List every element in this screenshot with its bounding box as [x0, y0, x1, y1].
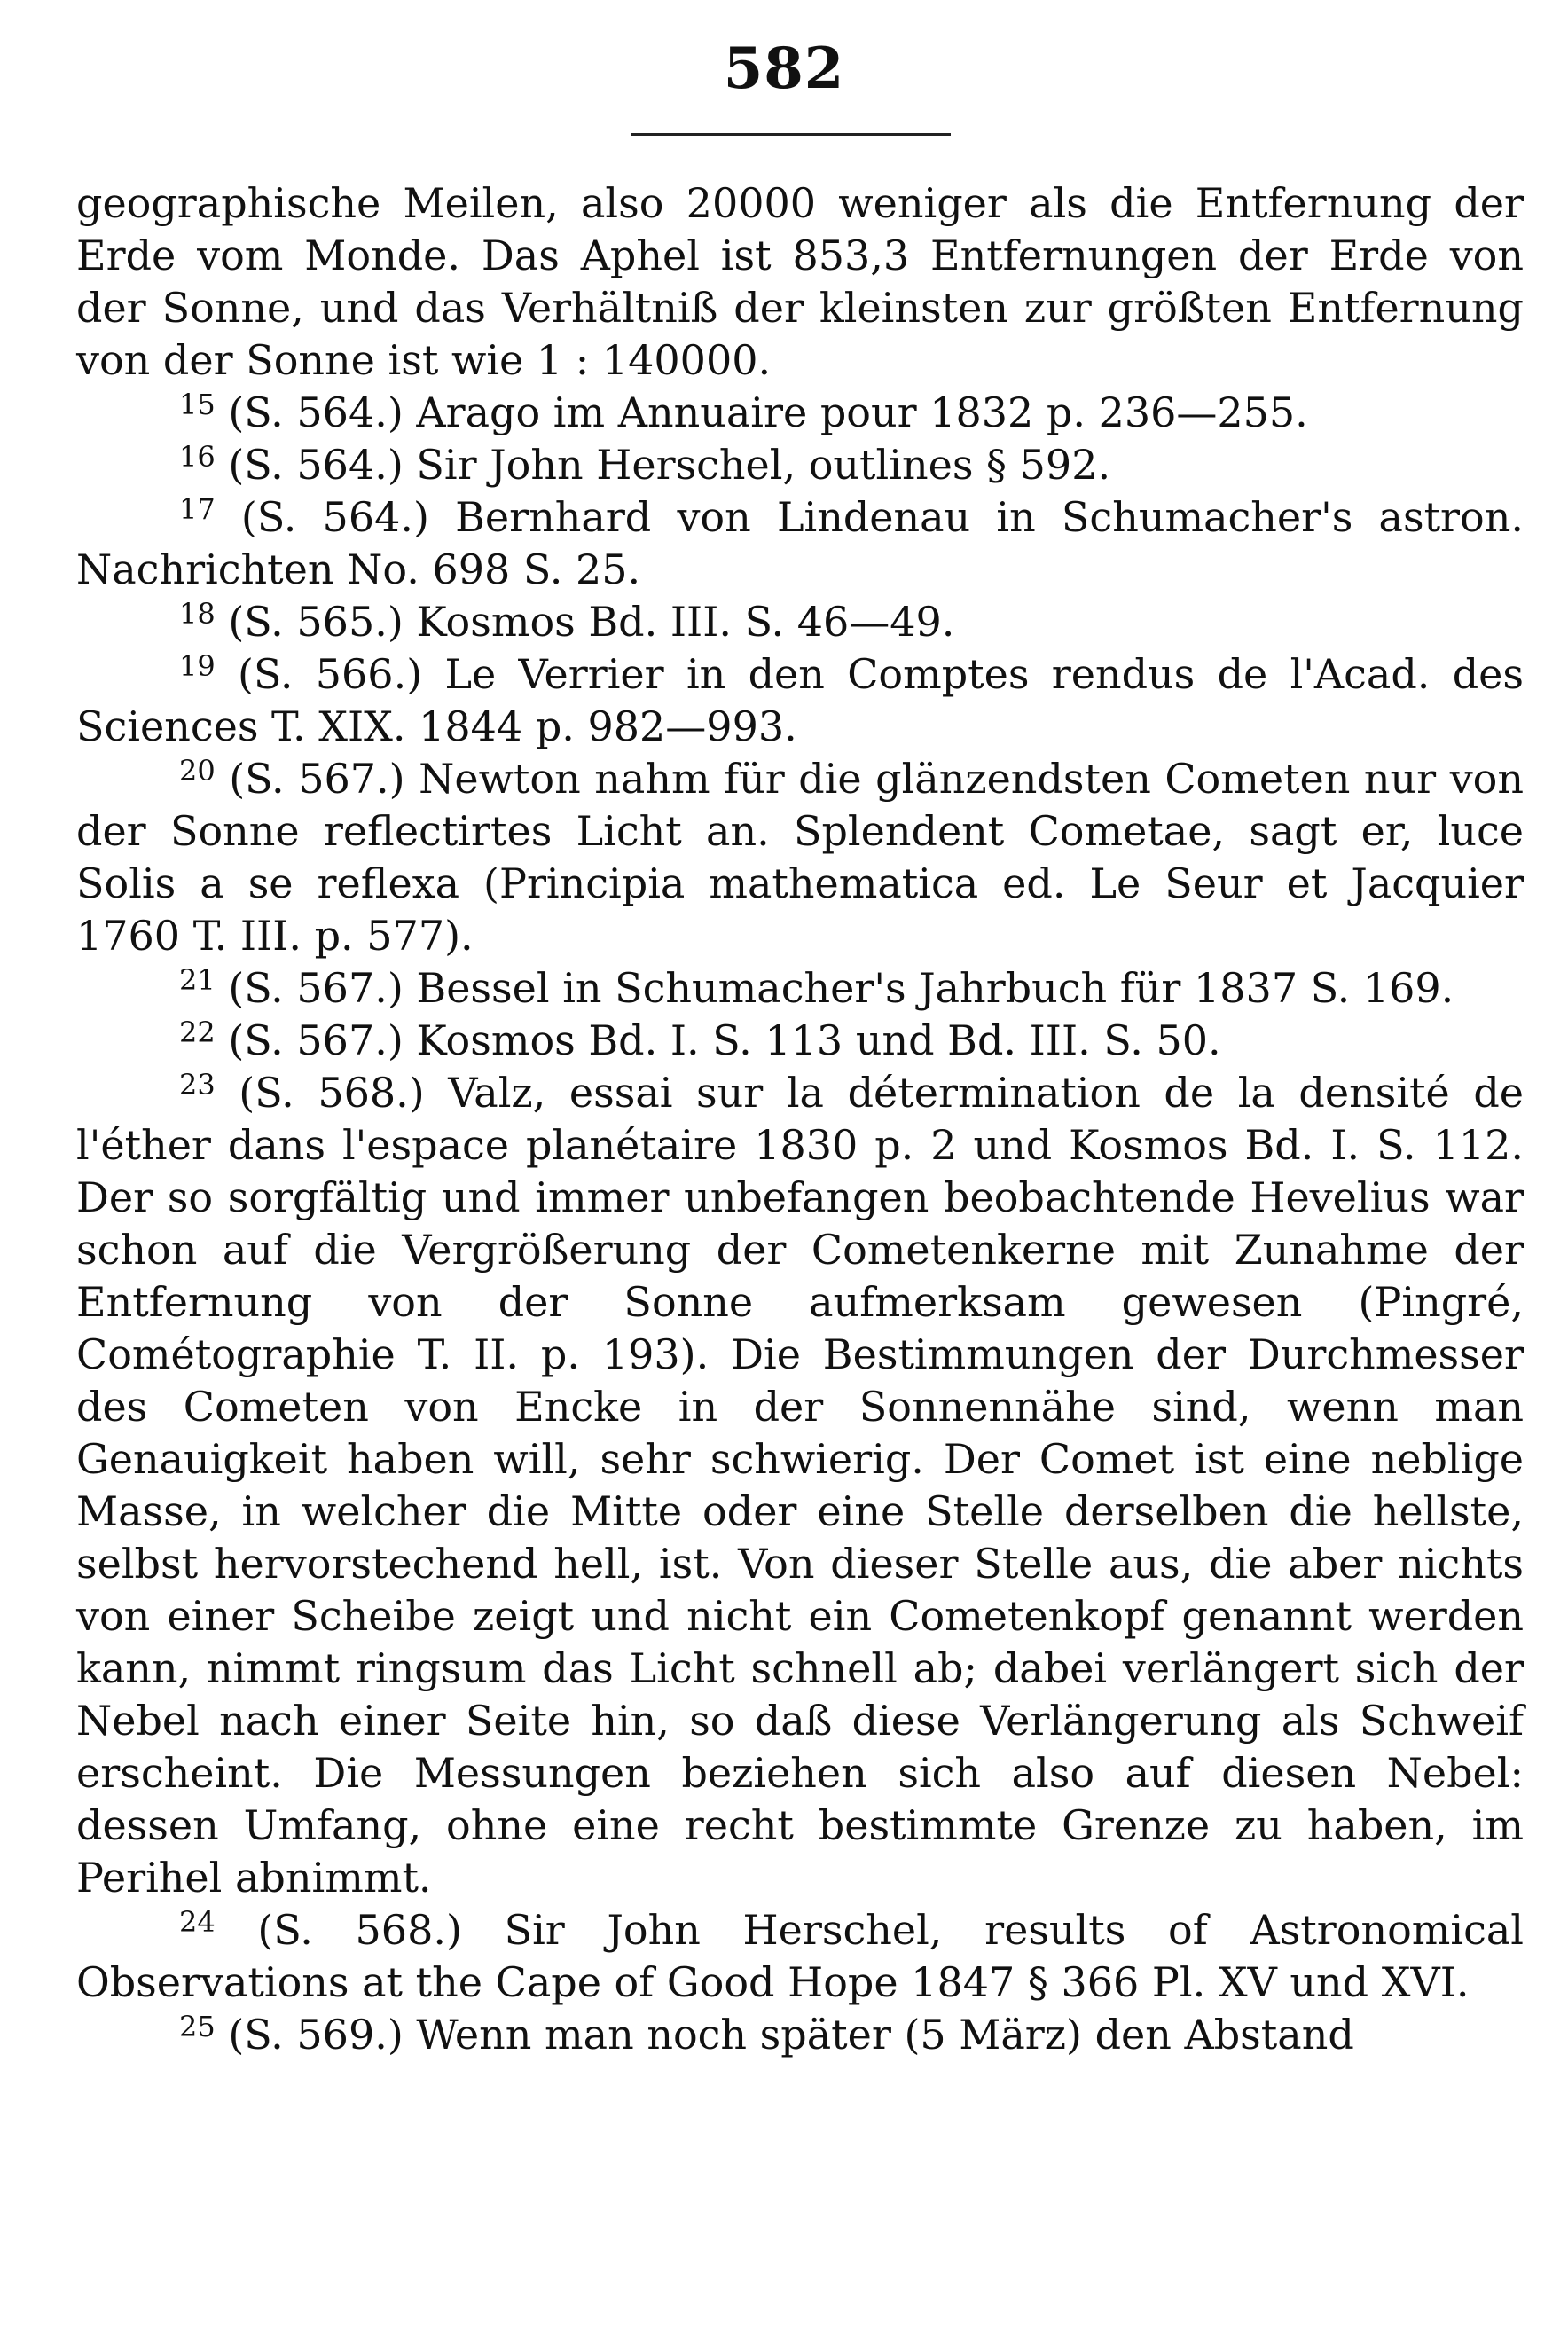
- footnote-text: (S. 567.) Kosmos Bd. I. S. 113 und Bd. III. S. 50.: [215, 1016, 1221, 1064]
- footnote-text: (S. 568.) Valz, essai sur la détermination de la densité de l'éther dans l'espace planétaire 1830 p. 2 und Kosmos Bd. I. S. 112. Der so sorgfältig und immer unbefangen beobachtende Hevelius war schon auf die Vergrößerung der Cometenkerne mit Zunahme der Entfernung von der Sonne aufmerksam gewesen (Pingré, Cométographie T. II. p. 193). Die Bestimmungen der Durchmesser des Cometen von Encke in der Sonnennähe sind, wenn man Genauigkeit haben will, sehr schwierig. Der Comet ist eine neblige Masse, in welcher die Mitte oder eine Stelle derselben die hellste, selbst hervorstechend hell, ist. Von dieser Stelle aus, die aber nichts von einer Scheibe zeigt und nicht ein Cometenkopf genannt werden kann, nimmt ringsum das Licht schnell ab; dabei verlängert sich der Nebel nach einer Seite hin, so daß diese Verlängerung als Schweif erscheint. Die Messungen beziehen sich also auf diesen Nebel: dessen Umfang, ohne eine recht bestimmte Grenze zu haben, im Perihel abnimmt.: [76, 1069, 1524, 1902]
- footnote-number: 16: [179, 440, 216, 474]
- footnote-text: (S. 567.) Bessel in Schumacher's Jahrbuch für 1837 S. 169.: [215, 964, 1454, 1012]
- footnote-number: 18: [179, 597, 216, 631]
- footnote-text: (S. 565.) Kosmos Bd. III. S. 46—49.: [215, 598, 955, 646]
- footnote-17: [76, 491, 1524, 596]
- footnote-number: 24: [179, 1905, 216, 1939]
- footnote-text: (S. 564.) Arago im Annuaire pour 1832 p. 236—255.: [215, 388, 1308, 436]
- footnote-24: [76, 1904, 1524, 2009]
- footnote-text: (S. 566.) Le Verrier in den Comptes rendus de l'Acad. des Sciences T. XIX. 1844 p. 982—993.: [76, 650, 1524, 750]
- footnote-text: (S. 569.) Wenn man noch später (5 März) den Abstand: [215, 2011, 1354, 2059]
- footnote-15: [76, 387, 1524, 439]
- footnote-20: [76, 753, 1524, 962]
- footnote-text: (S. 567.) Newton nahm für die glänzendsten Cometen nur von der Sonne reflectirtes Licht an. Splendent Cometae, sagt er, luce Solis a se reflexa (Principia mathematica ed. Le Seur et Jacquier 1760 T. III. p. 577).: [76, 755, 1524, 960]
- footnote-18: [76, 596, 1524, 648]
- footnote-number: 17: [179, 492, 216, 526]
- footnote-19: [76, 648, 1524, 753]
- footnote-number: 22: [179, 1016, 216, 1049]
- footnote-23: [76, 1067, 1524, 1904]
- footnote-number: 20: [179, 754, 216, 788]
- footnote-25: [76, 2009, 1524, 2061]
- continuation-paragraph: geographische Meilen, also 20000 weniger als die Entfernung der Erde vom Monde. Das Aphel ist 853,3 Entfernungen der Erde von der Sonne, und das Verhältniß der kleinsten zur größten Entfernung von der Sonne ist wie 1 : 140000.: [76, 179, 1524, 384]
- header-rule: [631, 133, 951, 136]
- footnote-21: [76, 962, 1524, 1015]
- footnote-number: 19: [179, 649, 216, 683]
- footnote-text: (S. 564.) Sir John Herschel, outlines § 592.: [215, 441, 1111, 489]
- footnote-22: [76, 1015, 1524, 1067]
- footnote-16: [76, 439, 1524, 491]
- footnote-number: 23: [179, 1068, 216, 1102]
- footnote-text: (S. 564.) Bernhard von Lindenau in Schumacher's astron. Nachrichten No. 698 S. 25.: [76, 493, 1524, 593]
- footnote-number: 25: [179, 2010, 216, 2043]
- page-body: [76, 177, 1524, 2061]
- footnote-text: (S. 568.) Sir John Herschel, results of Astronomical Observations at the Cape of Good Hope 1847 § 366 Pl. XV und XVI.: [76, 1906, 1524, 2006]
- footnote-number: 15: [179, 388, 216, 421]
- footnote-number: 21: [179, 963, 216, 997]
- page-number: 582: [723, 35, 845, 102]
